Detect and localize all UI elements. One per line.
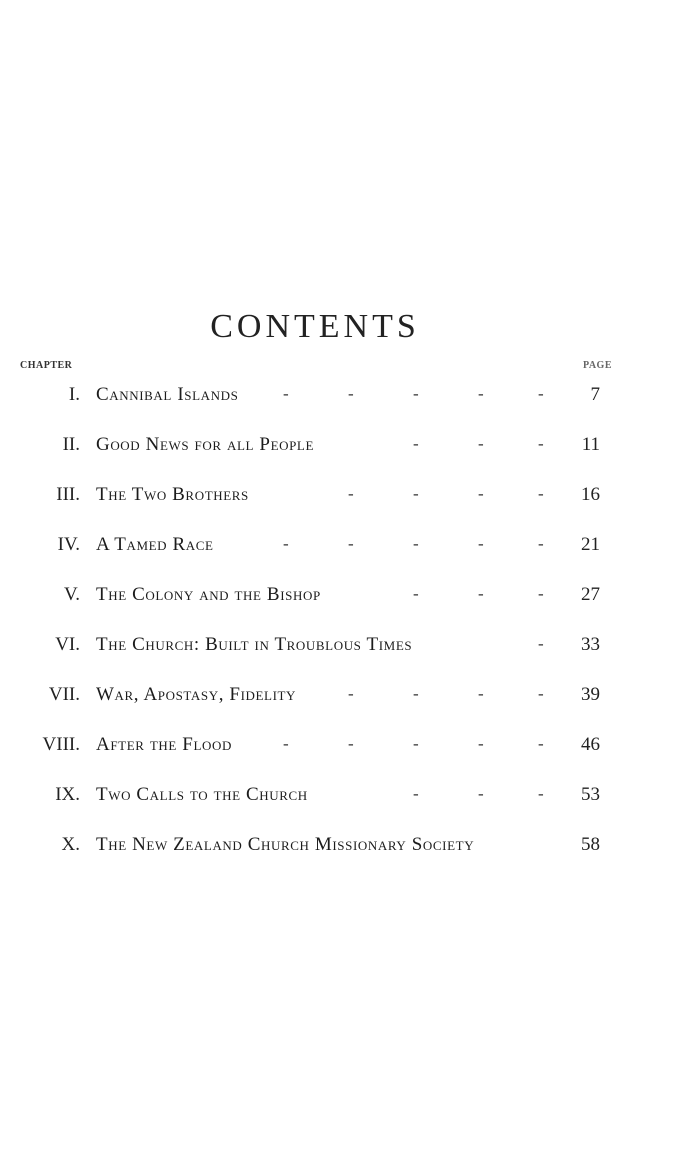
contents-entry <box>0 374 700 424</box>
leader-dash: - <box>538 484 544 503</box>
page-number: 58 <box>581 834 600 855</box>
chapter-number: IX. <box>55 784 80 805</box>
page-number: 7 <box>590 384 600 405</box>
chapter-title: Cannibal Islands <box>96 384 239 405</box>
contents-entry <box>0 524 700 574</box>
leader-dash: - <box>348 484 354 503</box>
leader-dash: - <box>348 534 354 553</box>
page-number: 16 <box>581 484 600 505</box>
contents-entry <box>0 624 700 674</box>
chapter-title: Good News for all People <box>96 434 315 455</box>
leader-dash: - <box>413 384 419 403</box>
leader-dash: - <box>283 734 289 753</box>
chapter-title: The Church: Built in Troublous Times <box>96 634 413 655</box>
leader-dash: - <box>413 584 419 603</box>
leader-dash: - <box>283 384 289 403</box>
leader-dash: - <box>413 684 419 703</box>
chapter-column-header: CHAPTER <box>20 360 73 371</box>
leader-dash: - <box>478 434 484 453</box>
page-number: 46 <box>581 734 600 755</box>
leader-dash: - <box>538 434 544 453</box>
leader-dash: - <box>538 584 544 603</box>
leader-dash: - <box>348 734 354 753</box>
leader-dash: - <box>413 784 419 803</box>
page-number: 11 <box>581 434 600 455</box>
leader-dash: - <box>413 534 419 553</box>
contents-list <box>0 374 700 874</box>
page-column-header: PAGE <box>582 360 612 371</box>
leader-dash: - <box>538 634 544 653</box>
chapter-number: VII. <box>48 684 80 705</box>
chapter-number: IV. <box>57 534 80 555</box>
leader-dash: - <box>538 684 544 703</box>
leader-dash: - <box>413 484 419 503</box>
leader-dash: - <box>478 534 484 553</box>
leader-dash: - <box>413 734 419 753</box>
leader-dash: - <box>478 484 484 503</box>
contents-entry <box>0 424 700 474</box>
chapter-title: The Two Brothers <box>96 484 249 505</box>
page-title: CONTENTS <box>210 308 420 345</box>
leader-dash: - <box>538 534 544 553</box>
chapter-title: War, Apostasy, Fidelity <box>96 684 297 705</box>
page-number: 39 <box>581 684 600 705</box>
leader-dash: - <box>413 434 419 453</box>
leader-dash: - <box>478 734 484 753</box>
contents-entry <box>0 724 700 774</box>
chapter-number: V. <box>63 584 80 605</box>
contents-entry <box>0 824 700 874</box>
leader-dash: - <box>538 384 544 403</box>
leader-dash: - <box>478 784 484 803</box>
leader-dash: - <box>478 584 484 603</box>
page-number: 53 <box>581 784 600 805</box>
leader-dash: - <box>538 784 544 803</box>
contents-entry <box>0 674 700 724</box>
page-number: 27 <box>581 584 600 605</box>
chapter-number: X. <box>61 834 80 855</box>
contents-entry <box>0 474 700 524</box>
chapter-number: III. <box>56 484 80 505</box>
page-number: 21 <box>581 534 600 555</box>
contents-entry <box>0 574 700 624</box>
chapter-number: VIII. <box>42 734 80 755</box>
chapter-title: Two Calls to the Church <box>96 784 308 805</box>
leader-dash: - <box>283 534 289 553</box>
contents-entry <box>0 774 700 824</box>
chapter-title: A Tamed Race <box>96 534 214 555</box>
chapter-number: VI. <box>55 634 80 655</box>
leader-dash: - <box>478 684 484 703</box>
leader-dash: - <box>478 384 484 403</box>
chapter-number: I. <box>68 384 80 405</box>
leader-dash: - <box>538 734 544 753</box>
chapter-title: After the Flood <box>96 734 232 755</box>
chapter-title: The New Zealand Church Missionary Society <box>96 834 475 855</box>
page-number: 33 <box>581 634 600 655</box>
leader-dash: - <box>348 384 354 403</box>
leader-dash: - <box>348 684 354 703</box>
chapter-number: II. <box>62 434 80 455</box>
chapter-title: The Colony and the Bishop <box>96 584 321 605</box>
